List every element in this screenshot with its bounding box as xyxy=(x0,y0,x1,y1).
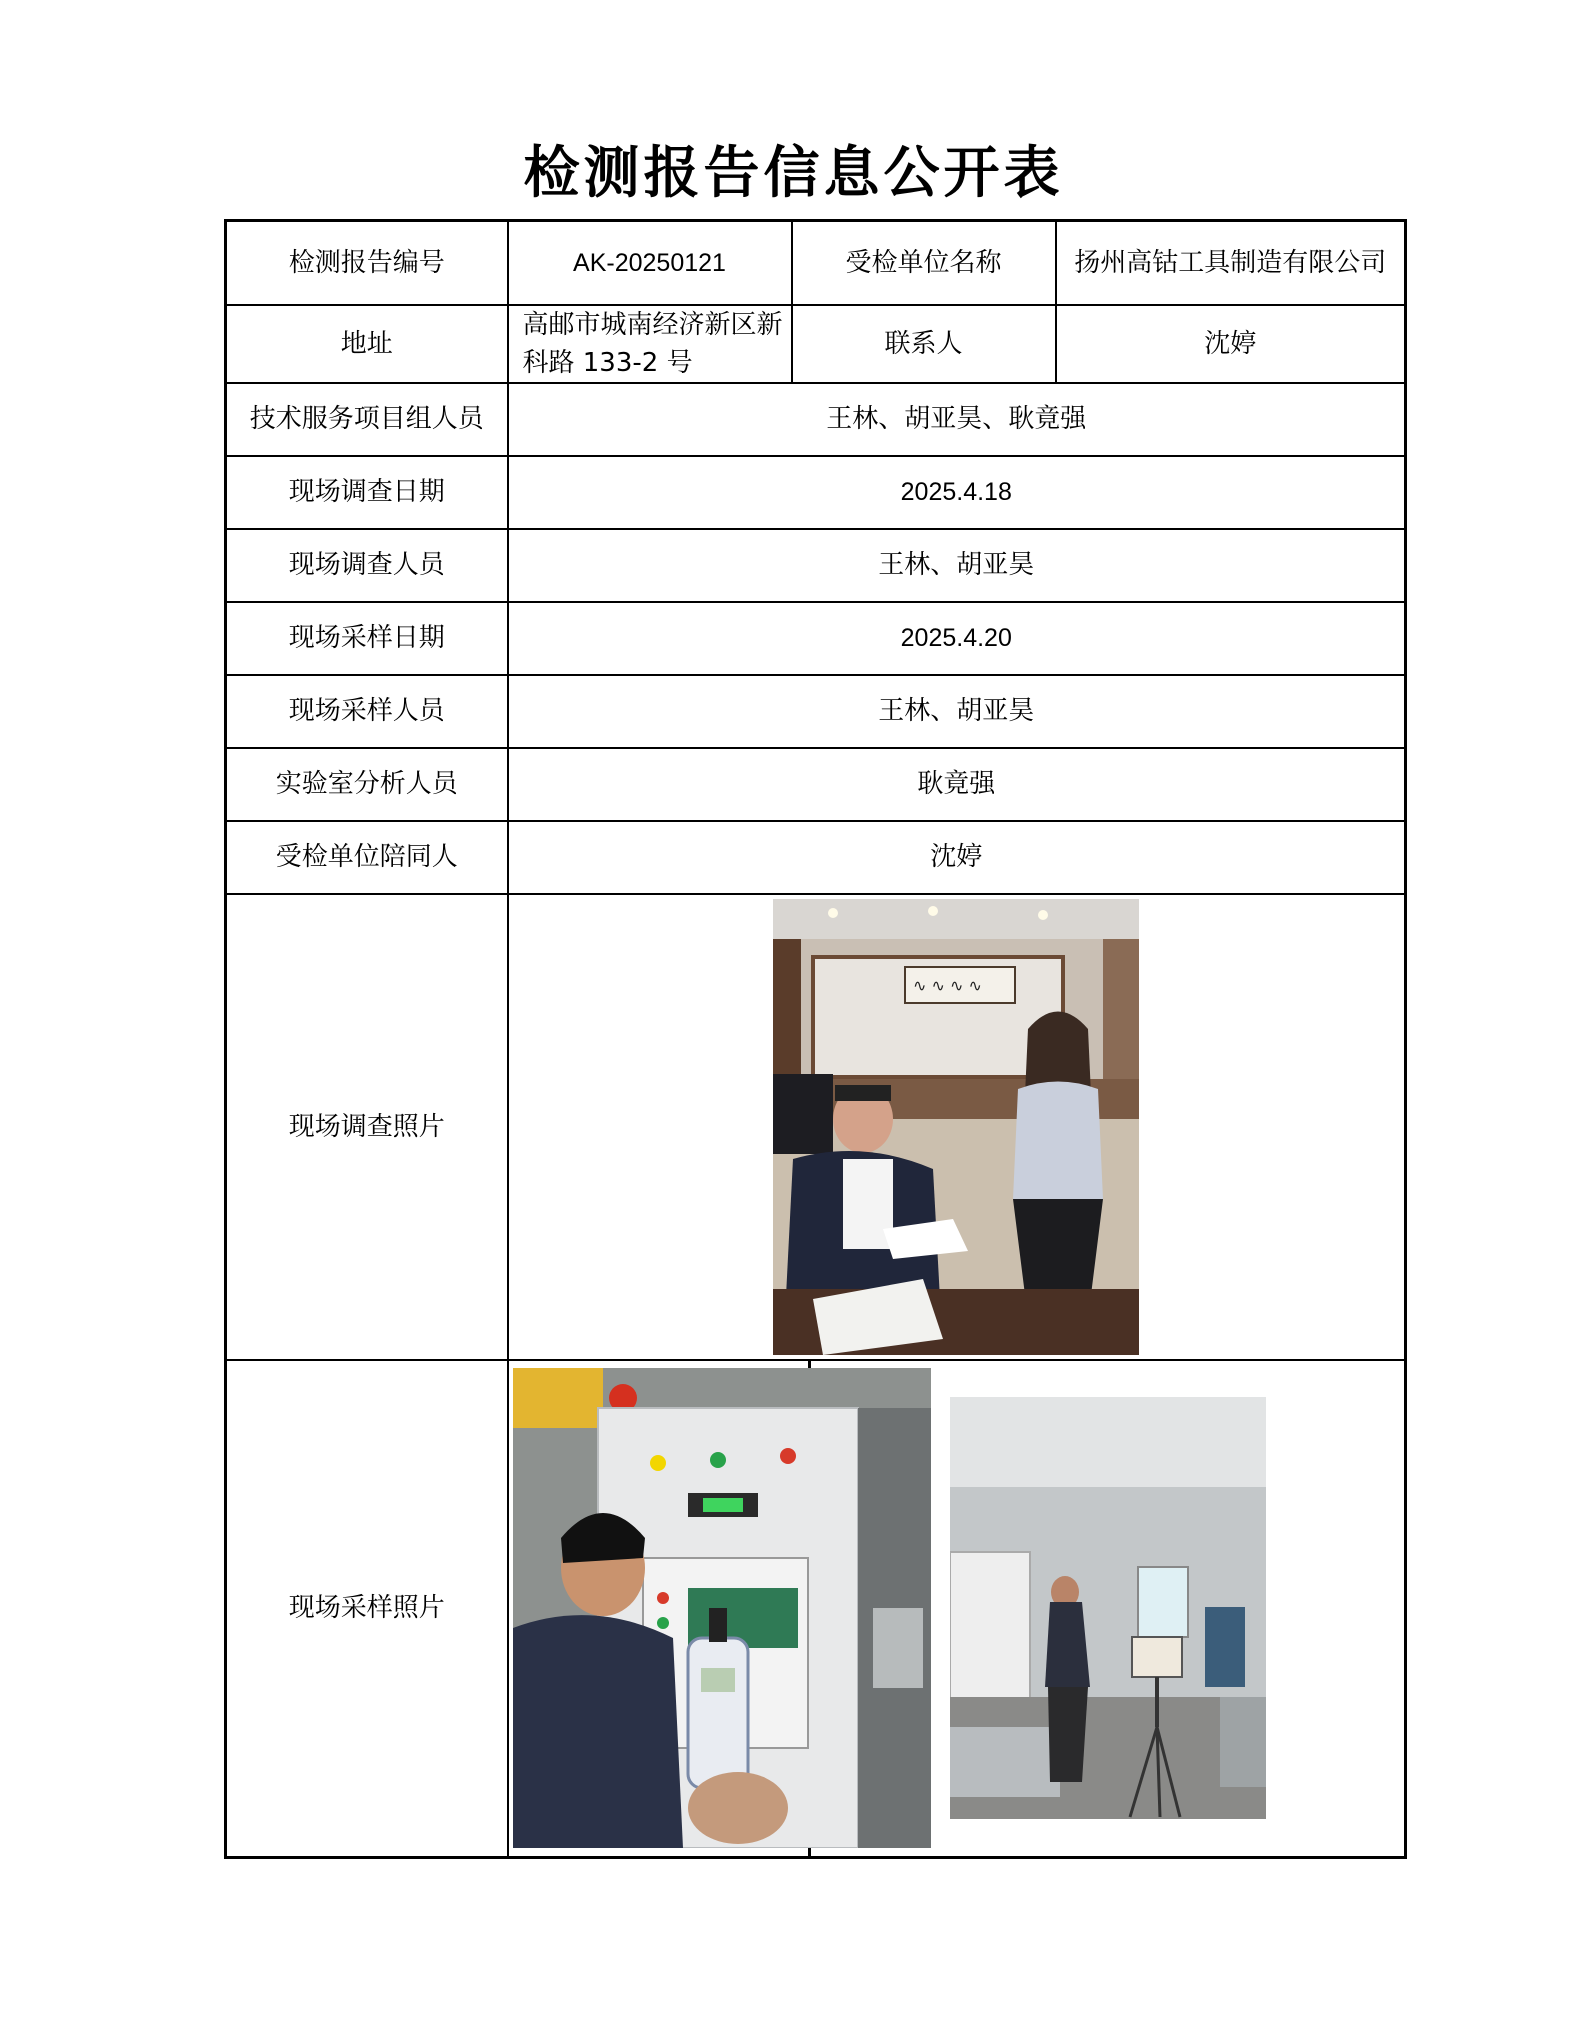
contact-label: 联系人 xyxy=(792,305,1056,383)
sampling-date-value: 2025.4.20 xyxy=(508,602,1406,675)
survey-staff-label: 现场调查人员 xyxy=(226,529,508,602)
page-title: 检测报告信息公开表 xyxy=(523,140,1064,206)
table-row xyxy=(226,221,1406,305)
table-row xyxy=(226,456,1406,529)
address-value: 高邮市城南经济新区新科路 133-2 号 xyxy=(508,305,792,383)
table-row xyxy=(226,529,1406,602)
escort-value: 沈婷 xyxy=(508,821,1406,894)
survey-photo-image xyxy=(773,899,1139,1355)
report-no-label: 检测报告编号 xyxy=(226,221,508,305)
table-row xyxy=(226,383,1406,456)
table-row xyxy=(226,602,1406,675)
escort-label: 受检单位陪同人 xyxy=(226,821,508,894)
survey-staff-value: 王林、胡亚昊 xyxy=(508,529,1406,602)
sampling-photo-1 xyxy=(513,1368,931,1848)
survey-photo-label: 现场调查照片 xyxy=(226,894,508,1360)
sampling-photo-label: 现场采样照片 xyxy=(226,1360,508,1858)
survey-date-value: 2025.4.18 xyxy=(508,456,1406,529)
sampling-date-label: 现场采样日期 xyxy=(226,602,508,675)
table-row xyxy=(226,1360,1406,1858)
survey-photo-cell xyxy=(508,894,1406,1360)
survey-date-label: 现场调查日期 xyxy=(226,456,508,529)
contact-value: 沈婷 xyxy=(1056,305,1406,383)
table-row xyxy=(226,748,1406,821)
table-row xyxy=(226,675,1406,748)
lab-staff-label: 实验室分析人员 xyxy=(226,748,508,821)
sampling-photo-cell-1 xyxy=(508,1360,810,1858)
unit-name-value: 扬州高钴工具制造有限公司 xyxy=(1056,221,1406,305)
report-no-value: AK-20250121 xyxy=(508,221,792,305)
table-row xyxy=(226,894,1406,1360)
sampling-photo-2 xyxy=(950,1397,1266,1819)
svg-text:∿ ∿ ∿ ∿: ∿ ∿ ∿ ∿ xyxy=(913,975,983,995)
sampling-photo-1-image xyxy=(513,1368,931,1848)
team-value: 王林、胡亚昊、耿竟强 xyxy=(508,383,1406,456)
address-label: 地址 xyxy=(226,305,508,383)
table-row xyxy=(226,305,1406,383)
team-label: 技术服务项目组人员 xyxy=(226,383,508,456)
sampling-staff-value: 王林、胡亚昊 xyxy=(508,675,1406,748)
lab-staff-value: 耿竟强 xyxy=(508,748,1406,821)
unit-name-label: 受检单位名称 xyxy=(792,221,1056,305)
sampling-photo-2-image xyxy=(950,1397,1266,1819)
report-info-table xyxy=(224,219,1407,1859)
survey-photo xyxy=(773,899,1139,1355)
table-row xyxy=(226,821,1406,894)
sampling-staff-label: 现场采样人员 xyxy=(226,675,508,748)
